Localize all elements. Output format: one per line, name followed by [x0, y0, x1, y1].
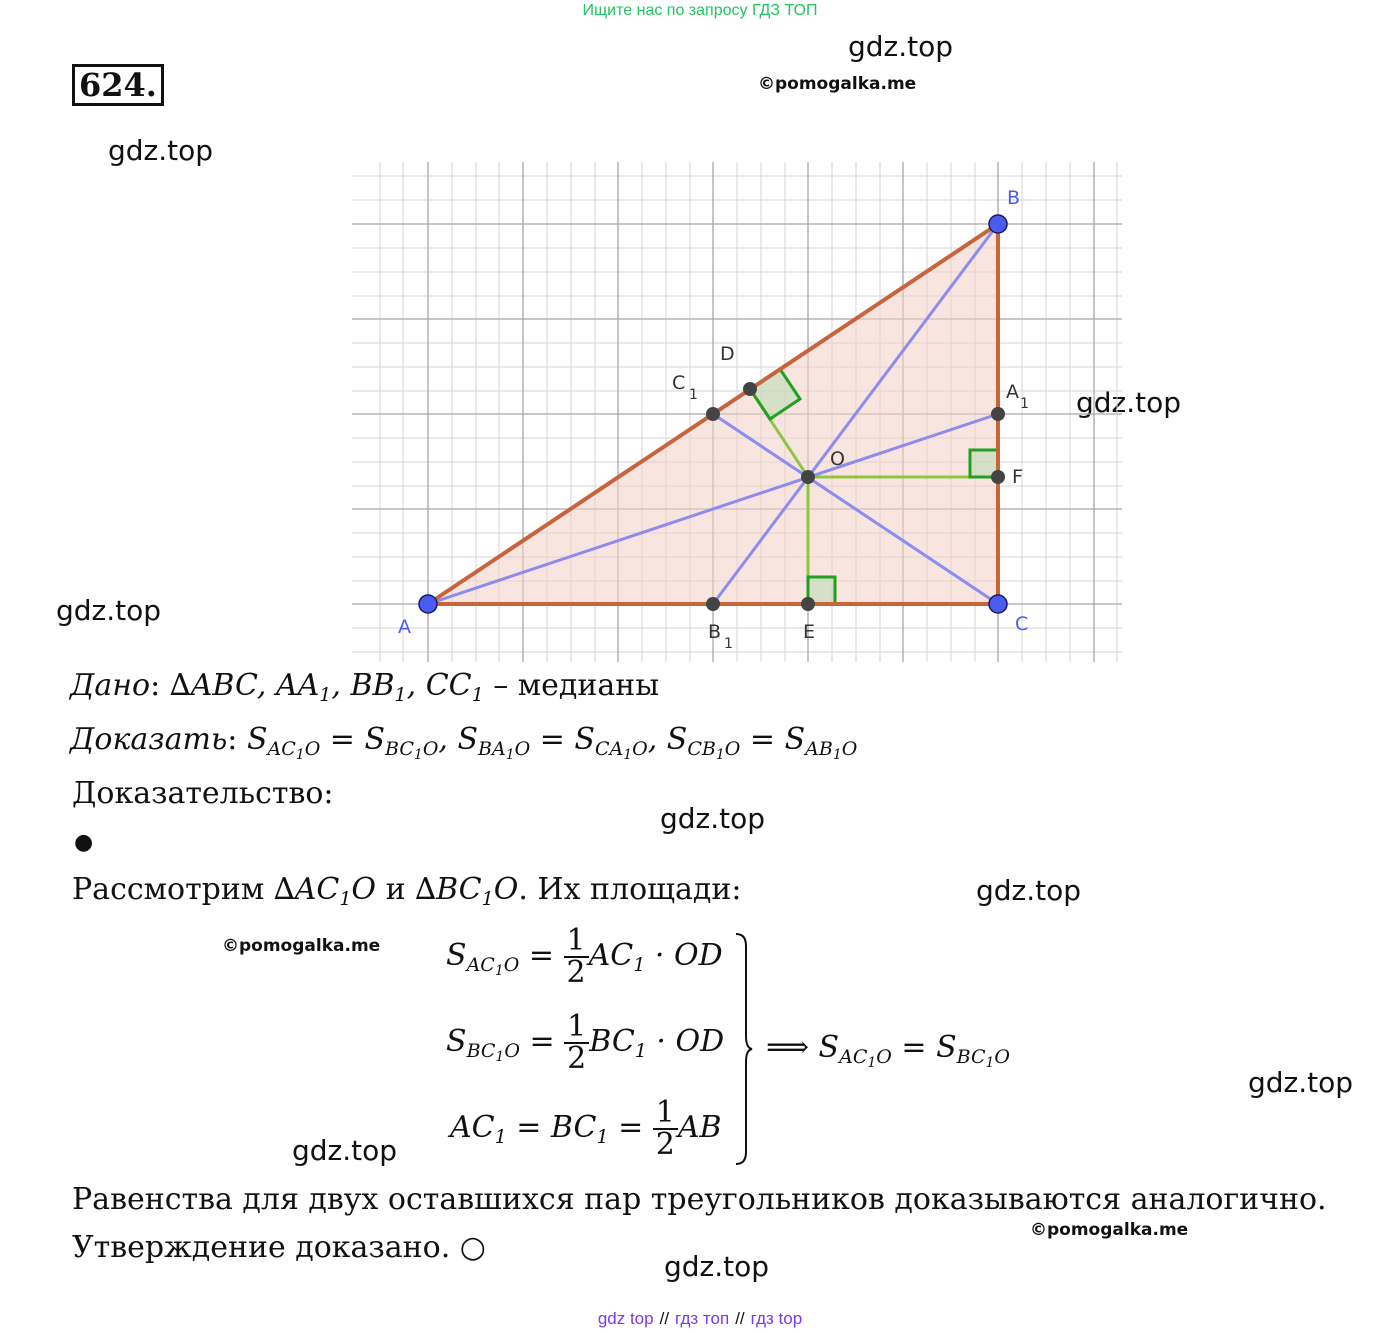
label-B1: B [708, 621, 722, 643]
watermark-pomogalka: ©pomogalka.me [222, 936, 381, 956]
label-B1-sub: 1 [724, 636, 733, 652]
watermark-gdz: gdz.top [1248, 1066, 1354, 1099]
point-B1 [706, 597, 720, 611]
fraction: $\frac{1}{2}$ [564, 1012, 589, 1074]
label-E: E [803, 621, 816, 643]
watermark-pomogalka: ©pomogalka.me [758, 74, 917, 94]
watermark-gdz: gdz.top [108, 134, 214, 167]
point-C1 [706, 407, 720, 421]
prove-math: $S_{AC_1O} = S_{BC_1O}$, $S_{BA_1O} = S_{CA_1O}$, $S_{CB_1O} = S_{AB_1O}$ [246, 722, 858, 763]
fraction: $\frac{1}{2}$ [564, 926, 589, 988]
right-brace [732, 932, 754, 1166]
given-label: Дано [70, 668, 151, 703]
triangle-figure [350, 162, 1126, 664]
watermark-gdz: gdz.top [1076, 386, 1182, 419]
label-D: D [720, 343, 735, 365]
label-A1: A [1006, 381, 1019, 403]
consider-suffix: . Их площади: [518, 872, 742, 907]
label-A: A [398, 616, 411, 638]
triangle-BC1O: $\Delta BC_1O$ [415, 872, 519, 910]
footer-link[interactable]: gdz top [597, 1309, 654, 1328]
conclusion-proved: Утверждение доказано. ○ [72, 1230, 486, 1265]
consider-line [72, 872, 742, 910]
watermark-gdz: gdz.top [848, 30, 954, 63]
label-B: B [1007, 187, 1021, 209]
given-math: ∆ABC, $AA_1$, $BB_1$, $CC_1$ [169, 668, 484, 706]
watermark-gdz: gdz.top [660, 802, 766, 835]
watermark-pomogalka: ©pomogalka.me [1030, 1220, 1189, 1240]
watermark-gdz: gdz.top [976, 874, 1082, 907]
point-E [801, 597, 815, 611]
footer-link[interactable]: гдз top [750, 1309, 803, 1328]
point-O [801, 470, 815, 484]
equation-conclusion: ⟹ $S_{AC_1O} = S_{BC_1O}$ [766, 1030, 1010, 1071]
top-banner[interactable]: Ищите нас по запросу ГДЗ ТОП [582, 2, 818, 19]
equation-area-BC1O: $S_{BC_1O}$ = $\frac{1}{2}$ $BC_1$ · OD [446, 1009, 725, 1076]
prove-line: Доказать: $S_{AC_1O} = S_{BC_1O}$, $S_{BA_1O} = S_{CA_1O}$, $S_{CB_1O} = S_{AB_1O}$ [70, 722, 858, 763]
point-D [743, 382, 757, 396]
point-A [419, 595, 437, 613]
watermark-gdz: gdz.top [292, 1134, 398, 1167]
given-suffix: – медианы [493, 668, 660, 703]
proof-heading: Доказательство: [72, 776, 334, 811]
footer-separator: // [735, 1309, 745, 1328]
footer-link[interactable]: гдз топ [675, 1309, 730, 1328]
label-O: O [830, 448, 845, 470]
label-C1-sub: 1 [689, 387, 698, 403]
point-F [991, 470, 1005, 484]
triangle-AC1O: $\Delta AC_1O$ [273, 872, 377, 910]
equation-area-AC1O: $S_{AC_1O}$ = $\frac{1}{2}$ $AC_1$ · OD [446, 923, 723, 990]
problem-number: 624. [72, 64, 164, 106]
watermark-gdz: gdz.top [664, 1250, 770, 1283]
label-F: F [1012, 466, 1023, 488]
prove-label: Доказать [70, 722, 228, 757]
fraction: $\frac{1}{2}$ [653, 1098, 678, 1160]
given-line: Дано: ∆ABC, $AA_1$, $BB_1$, $CC_1$ – медианы [70, 668, 660, 706]
conclusion-analogous: Равенства для двух оставшихся пар треугольников доказываются аналогично. [72, 1182, 1327, 1217]
point-A1 [991, 407, 1005, 421]
consider-prefix: Рассмотрим [72, 872, 265, 907]
consider-and: и [385, 872, 406, 907]
point-C [989, 595, 1007, 613]
footer-separator: // [659, 1309, 670, 1328]
label-C1: C [672, 372, 686, 394]
watermark-gdz: gdz.top [56, 594, 162, 627]
bullet: ● [74, 830, 94, 855]
label-A1-sub: 1 [1020, 396, 1029, 412]
point-B [989, 215, 1007, 233]
label-C: C [1015, 613, 1029, 635]
equation-medians-equal: $AC_1 = BC_1$ = $\frac{1}{2}$ AB [450, 1095, 722, 1162]
footer-links [0, 1309, 1400, 1329]
